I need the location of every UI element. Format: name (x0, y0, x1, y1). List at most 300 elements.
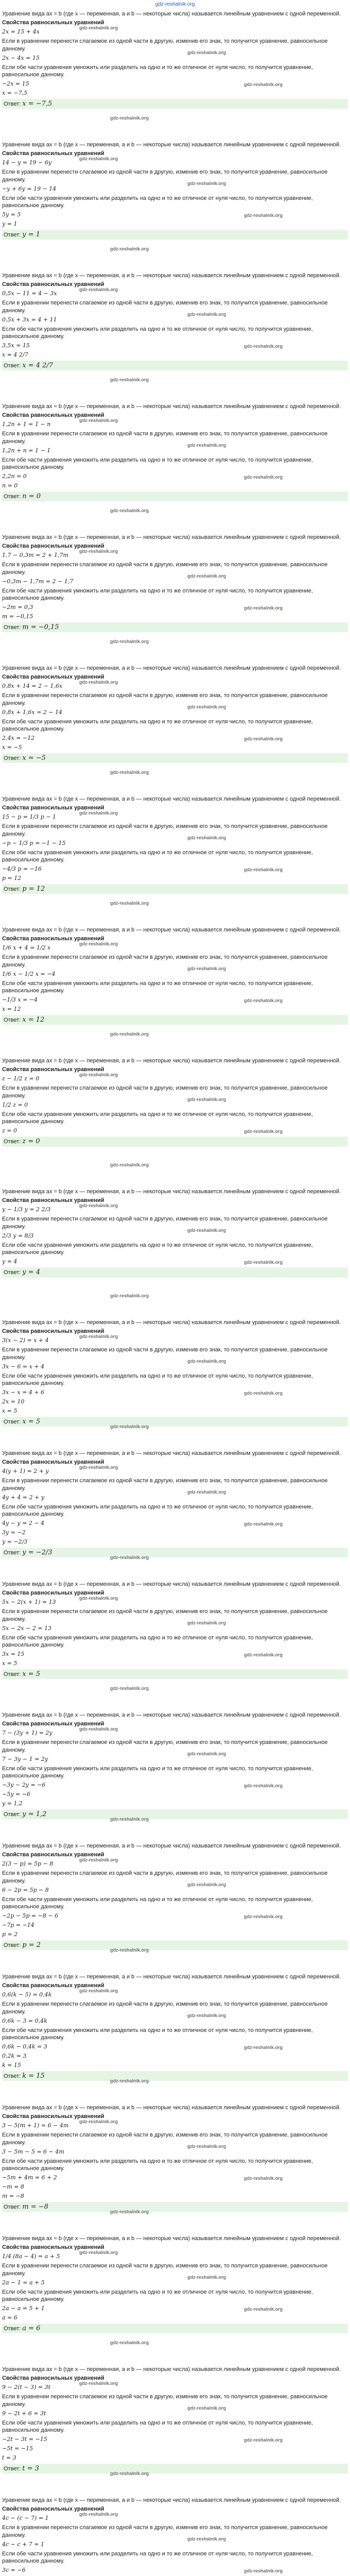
rule-2-text: Если обе части уравнения умножить или разделить на одно и то же отличное от нуля число, то получится уравнение, равносильное данному. (2, 2419, 313, 2434)
rule-2-text: Если обе части уравнения умножить или разделить на одно и то же отличное от нуля число, то получится уравнение, равносильное данному. (2, 1896, 313, 1910)
step-line (2, 971, 348, 978)
equation: 14 − y = 19 − 6y (2, 159, 52, 166)
rule-1-text: Если в уравнении перенести слагаемое из одной части в другую, изменив его знак, то получится уравнение, равносильное данному. (2, 169, 328, 183)
step: y = 1,2 (2, 1800, 23, 1807)
answer-box (2, 884, 348, 894)
watermark: gdz-reshalnik.org (244, 81, 283, 87)
intro-text: Уравнение вида ax = b (где x — переменная, a и b — некоторые числа) называется линейным уравнением с одной переменной. (2, 2235, 341, 2242)
watermark: gdz-reshalnik.org (244, 212, 283, 218)
answer-value: y = 4 (22, 1268, 41, 1277)
answer-box (2, 1267, 348, 1278)
equation-line (2, 290, 348, 298)
solution-block (2, 2234, 348, 2365)
watermark: gdz-reshalnik.org (79, 810, 118, 816)
answer-value: m = −0,15 (22, 623, 59, 631)
watermark: gdz-reshalnik.org (244, 2568, 283, 2573)
step-line (2, 1398, 348, 1406)
watermark: gdz-reshalnik.org (187, 311, 226, 317)
answer-value: x = 12 (22, 1015, 45, 1024)
answer-label: Ответ: (4, 1269, 21, 1276)
watermark: gdz-reshalnik.org (187, 442, 226, 448)
solution-block (2, 1318, 348, 1449)
rule-2-text: Если обе части уравнения умножить или разделить на одно и то же отличное от нуля число, то получится уравнение, равносильное данному. (2, 195, 313, 209)
step: p = 12 (2, 875, 22, 882)
answer-box (2, 2324, 348, 2334)
rule-2-text: Если обе части уравнения умножить или разделить на одно и то же отличное от нуля число, то получится уравнение, равносильное данному. (2, 1242, 313, 1256)
step-line (2, 1782, 348, 1789)
watermark: gdz-reshalnik.org (79, 1595, 118, 1601)
answer-value: m = −8 (22, 2202, 48, 2211)
step-line (2, 473, 348, 481)
answer-label: Ответ: (4, 1418, 21, 1425)
watermark: gdz-reshalnik.org (110, 1031, 149, 1037)
step-line (2, 1912, 348, 1920)
step: −3y − 2y = −6 (2, 1782, 46, 1789)
step-line (2, 875, 348, 883)
step: −7p = −14 (2, 1922, 34, 1929)
step-line (2, 2305, 348, 2313)
watermark: gdz-reshalnik.org (187, 2143, 226, 2149)
rules-title: Свойства равносильных уравнений (2, 1328, 104, 1335)
intro-text: Уравнение вида ax = b (где x — переменная, a и b — некоторые числа) называется линейным уравнением с одной переменной. (2, 1188, 341, 1195)
watermark: gdz-reshalnik.org (110, 507, 149, 513)
watermark: gdz-reshalnik.org (187, 965, 226, 971)
answer-value: y = −2/3 (22, 1548, 52, 1556)
watermark: gdz-reshalnik.org (110, 900, 149, 906)
intro-text: Уравнение вида ax = b (где x — переменная, a и b — некоторые числа) называется линейным уравнением с одной переменной. (2, 665, 341, 671)
watermark: gdz-reshalnik.org (79, 1988, 118, 1993)
equation: z − 1/2 z = 0 (2, 1075, 40, 1082)
answer-box (2, 622, 348, 633)
watermark: gdz-reshalnik.org (79, 1857, 118, 1862)
answer-box (2, 753, 348, 764)
answer-box (2, 1940, 348, 1951)
rule-1-text: Если в уравнении перенести слагаемое из одной части в другую, изменив его знак, то получится уравнение, равносильное данному. (2, 562, 328, 575)
step-line (2, 2314, 348, 2322)
step: 9 − 2t + 6 = 3t (2, 2410, 46, 2417)
step-line (2, 604, 348, 612)
step: −2p − 5p = −8 − 6 (2, 1912, 59, 1920)
answer-label: Ответ: (4, 2325, 21, 2332)
step-line (2, 1800, 348, 1808)
rule-1-text: Если в уравнении перенести слагаемое из одной части в другую, изменив его знак, то получится уравнение, равносильное данному. (2, 954, 328, 968)
step: 3y = −2 (2, 1529, 26, 1536)
rule-2-text: Если обе части уравнения умножить или разделить на одно и то же отличное от нуля число, то получится уравнение, равносильное данному. (2, 2027, 313, 2041)
answer-value: z = 0 (22, 1138, 40, 1146)
intro-text: Уравнение вида ax = b (где x — переменная, a и b — некоторые числа) называется линейным уравнением с одной переменной. (2, 534, 341, 540)
step-line (2, 2148, 348, 2156)
step-line (2, 996, 348, 1004)
step: −5m + 4m = 6 + 2 (2, 2174, 57, 2181)
step-line (2, 211, 348, 219)
step-line (2, 2174, 348, 2182)
step: −5t = −15 (2, 2445, 33, 2452)
intro-text: Уравнение вида ax = b (где x — переменная, a и b — некоторые числа) называется линейным уравнением с одной переменной. (2, 2104, 341, 2111)
rules-title: Свойства равносильных уравнений (2, 2244, 104, 2251)
rules-title: Свойства равносильных уравнений (2, 1590, 104, 1597)
step: t = 3 (2, 2454, 16, 2461)
rule-2-text: Если обе части уравнения умножить или разделить на одно и то же отличное от нуля число, то получится уравнение, равносильное данному. (2, 1372, 313, 1387)
solutions-list (2, 9, 348, 2576)
step: y = 4 (2, 1258, 18, 1265)
rule-2-text: Если обе части уравнения умножить или разделить на одно и то же отличное от нуля число, то получится уравнение, равносильное данному. (2, 587, 313, 602)
step-line (2, 2279, 348, 2287)
answer-value: x = −7,5 (22, 99, 52, 108)
rules-title: Свойства равносильных уравнений (2, 412, 104, 419)
rule-2-text: Если обе части уравнения умножить или разделить на одно и то же отличное от нуля число, то получится уравнение, равносильное данному. (2, 2289, 313, 2303)
solution-block (2, 1972, 348, 2103)
step: 7 − 3y − 1 = 2y (2, 1755, 48, 1762)
equation-line (2, 2253, 348, 2261)
equation: 9 − 2(t − 3) = 3t (2, 2384, 51, 2391)
watermark: gdz-reshalnik.org (110, 638, 149, 644)
watermark: gdz-reshalnik.org (110, 2078, 149, 2083)
answer-value: x = 4 2/7 (22, 361, 54, 369)
step: 3c = −6 (2, 2567, 26, 2574)
intro-text: Уравнение вида ax = b (где x — переменная, a и b — некоторые числа) называется линейным уравнением с одной переменной. (2, 1973, 341, 1980)
rules-title: Свойства равносильных уравнений (2, 936, 104, 942)
watermark: gdz-reshalnik.org (110, 1423, 149, 1429)
answer-box (2, 99, 348, 109)
rules-title: Свойства равносильных уравнений (2, 1459, 104, 1466)
step-line (2, 1625, 348, 1633)
rules-title: Свойства равносильных уравнений (2, 543, 104, 550)
solution-block (2, 2103, 348, 2234)
watermark: gdz-reshalnik.org (79, 2511, 118, 2517)
answer-value: y = 1 (22, 230, 41, 239)
watermark: gdz-reshalnik.org (110, 2340, 149, 2345)
step-line (2, 2541, 348, 2549)
step: 3x − x = 4 + 6 (2, 1389, 45, 1396)
step: −0,3m − 1,7m = 2 − 1,7 (2, 578, 74, 585)
intro-text: Уравнение вида ax = b (где x — переменная, a и b — некоторые числа) называется линейным уравнением с одной переменной. (2, 1711, 341, 1718)
step: 5x − 2x − 2 = 13 (2, 1624, 52, 1632)
step-line (2, 90, 348, 97)
step: p = 2 (2, 1930, 18, 1938)
rules-title: Свойства равносильных уравнений (2, 674, 104, 681)
step: 5y = 5 (2, 211, 21, 218)
step-line (2, 1660, 348, 1668)
step: 1/2 z = 0 (2, 1101, 28, 1108)
watermark: gdz-reshalnik.org (110, 1685, 149, 1691)
equation-line (2, 1206, 348, 1214)
step-line (2, 866, 348, 873)
step-line (2, 482, 348, 490)
rules-title: Свойства равносильных уравнений (2, 1982, 104, 1989)
rule-2-text: Если обе части уравнения умножить или разделить на одно и то же отличное от нуля число, то получится уравнение, равносильное данному. (2, 1634, 313, 1649)
step-line (2, 2043, 348, 2051)
rules-title: Свойства равносильных уравнений (2, 1197, 104, 1204)
answer-box (2, 1015, 348, 1025)
watermark: gdz-reshalnik.org (79, 156, 118, 161)
equation-line (2, 1075, 348, 1083)
answer-box (2, 361, 348, 371)
answer-label: Ответ: (4, 100, 21, 107)
step: 2,4x = −12 (2, 735, 35, 742)
watermark: gdz-reshalnik.org (79, 941, 118, 946)
answer-value: y = 1,2 (22, 1810, 47, 1818)
step-line (2, 1922, 348, 1929)
step: −2t − 3t = −15 (2, 2436, 47, 2443)
watermark: gdz-reshalnik.org (79, 1726, 118, 1732)
equation: 5x − 2(x + 1) = 13 (2, 1599, 56, 1606)
intro-text: Уравнение вида ax = b (где x — переменная, a и b — некоторые числа) называется линейным уравнением с одной переменной. (2, 403, 341, 410)
watermark: gdz-reshalnik.org (79, 2119, 118, 2124)
equation: 3 − 5(m + 1) = 6 − 4m (2, 2122, 69, 2129)
answer-label: Ответ: (4, 886, 21, 892)
step-line (2, 316, 348, 324)
step: 2,2n = 0 (2, 473, 27, 480)
step-line (2, 1408, 348, 1415)
step: −2x = 15 (2, 80, 29, 88)
watermark: gdz-reshalnik.org (244, 867, 283, 872)
watermark: gdz-reshalnik.org (187, 835, 226, 840)
equation-line (2, 1991, 348, 1999)
step: 2/3 y = 8/3 (2, 1232, 34, 1239)
watermark: gdz-reshalnik.org (187, 1489, 226, 1495)
answer-label: Ответ: (4, 755, 21, 761)
step: y = 1 (2, 221, 18, 228)
solution-block (2, 2496, 348, 2576)
equation-line (2, 683, 348, 690)
watermark: gdz-reshalnik.org (110, 1293, 149, 1298)
watermark: gdz-reshalnik.org (187, 2405, 226, 2411)
watermark: gdz-reshalnik.org (244, 2175, 283, 2181)
step-line (2, 2436, 348, 2444)
step: 2x − 4x = 15 (2, 54, 40, 61)
watermark: gdz-reshalnik.org (110, 377, 149, 382)
watermark: gdz-reshalnik.org (79, 1333, 118, 1339)
equation: 0,6(k − 5) = 0,4k (2, 1991, 52, 1998)
intro-text: Уравнение вида ax = b (где x — переменная, a и b — некоторые числа) называется линейным уравнением с одной переменной. (2, 1581, 341, 1587)
step: x = 5 (2, 1407, 18, 1414)
step-line (2, 55, 348, 62)
rule-1-text: Если в уравнении перенести слагаемое из одной части в другую, изменив его знак, то получится уравнение, равносильное данному. (2, 38, 328, 52)
step-line (2, 1232, 348, 1240)
rule-1-text: Если в уравнении перенести слагаемое из одной части в другую, изменив его знак, то получится уравнение, равносильное данному. (2, 2263, 328, 2277)
answer-label: Ответ: (4, 1811, 21, 1818)
watermark: gdz-reshalnik.org (244, 2044, 283, 2050)
rule-1-text: Если в уравнении перенести слагаемое из одной части в другую, изменив его знак, то получится уравнение, равносильное данному. (2, 2132, 328, 2146)
intro-text: Уравнение вида ax = b (где x — переменная, a и b — некоторые числа) называется линейным уравнением с одной переменной. (2, 1450, 341, 1456)
watermark: gdz-reshalnik.org (110, 1816, 149, 1822)
rules-title: Свойства равносильных уравнений (2, 1066, 104, 1073)
step-line (2, 1389, 348, 1397)
step-line (2, 2454, 348, 2462)
step-line (2, 2445, 348, 2453)
answer-label: Ответ: (4, 2204, 21, 2210)
solution-block (2, 1187, 348, 1318)
rule-2-text: Если обе части уравнения умножить или разделить на одно и то же отличное от нуля число, то получится уравнение, равносильное данному. (2, 718, 313, 733)
rules-title: Свойства равносильных уравнений (2, 1852, 104, 1858)
step-line (2, 1494, 348, 1502)
step-line (2, 744, 348, 752)
answer-label: Ответ: (4, 231, 21, 238)
intro-text: Уравнение вида ax = b (где x — переменная, a и b — некоторые числа) называется линейным уравнением с одной переменной. (2, 1057, 341, 1064)
answer-label: Ответ: (4, 2465, 21, 2472)
answer-box (2, 2071, 348, 2081)
watermark: gdz-reshalnik.org (187, 2536, 226, 2541)
rule-2-text: Если обе части уравнения умножить или разделить на одно и то же отличное от нуля число, то получится уравнение, равносильное данному. (2, 1111, 313, 1125)
equation-line (2, 28, 348, 36)
answer-label: Ответ: (4, 493, 21, 500)
equation: 1,2n + 1 = 1 − n (2, 421, 51, 428)
watermark: gdz-reshalnik.org (187, 1751, 226, 1756)
solution-block (2, 140, 348, 271)
watermark: gdz-reshalnik.org (110, 1947, 149, 1953)
watermark: gdz-reshalnik.org (187, 49, 226, 55)
solution-block (2, 794, 348, 925)
equation-line (2, 1599, 348, 1606)
watermark: gdz-reshalnik.org (244, 2306, 283, 2312)
rules-title: Свойства равносильных уравнений (2, 805, 104, 811)
solution-block (2, 925, 348, 1056)
step-line (2, 221, 348, 228)
step: 4y + 4 = 2 + y (2, 1494, 45, 1501)
step: −4/3 p = −16 (2, 866, 42, 873)
answer-value: n = 0 (22, 492, 41, 500)
equation-line (2, 2384, 348, 2392)
step: a = 6 (2, 2314, 18, 2321)
step: 0,6k − 3 = 0,4k (2, 2017, 47, 2024)
watermark: gdz-reshalnik.org (110, 769, 149, 775)
equation-line (2, 552, 348, 560)
step: −p − 1/3 p = −1 − 15 (2, 839, 66, 846)
equation-line (2, 159, 348, 167)
step: 0,8x + 1,6x = 2 − 14 (2, 708, 63, 716)
watermark: gdz-reshalnik.org (244, 1521, 283, 1527)
step-line (2, 1363, 348, 1371)
intro-text: Уравнение вида ax = b (где x — переменная, a и b — некоторые числа) называется линейным уравнением с одной переменной. (2, 2497, 341, 2503)
answer-value: x = −5 (22, 754, 46, 762)
step-line (2, 2410, 348, 2418)
step: x = −7,5 (2, 90, 28, 97)
rule-1-text: Если в уравнении перенести слагаемое из одной части в другую, изменив его знак, то получится уравнение, равносильное данному. (2, 1739, 328, 1753)
step: 0,5x + 3x = 4 + 11 (2, 316, 57, 323)
step-line (2, 1529, 348, 1537)
solution-block (2, 1449, 348, 1580)
watermark: gdz-reshalnik.org (187, 1358, 226, 1364)
step-line (2, 447, 348, 455)
rule-1-text: Если в уравнении перенести слагаемое из одной части в другую, изменив его знак, то получится уравнение, равносильное данному. (2, 692, 328, 706)
step-line (2, 1258, 348, 1266)
equation: 1,7 − 0,3m = 2 + 1,7m (2, 552, 68, 559)
step-line (2, 1651, 348, 1658)
solution-block (2, 1841, 348, 1972)
watermark: gdz-reshalnik.org (187, 2012, 226, 2018)
rule-2-text: Если обе части уравнения умножить или разделить на одно и то же отличное от нуля число, то получится уравнение, равносильное данному. (2, 1765, 313, 1780)
watermark: gdz-reshalnik.org (79, 25, 118, 30)
step-line (2, 1101, 348, 1109)
watermark: gdz-reshalnik.org (187, 180, 226, 186)
watermark: gdz-reshalnik.org (110, 2209, 149, 2214)
step: 4y − y = 2 − 4 (2, 1520, 45, 1527)
site-header[interactable]: gdz-reshalnik.org (155, 2, 195, 7)
rule-1-text: Если в уравнении перенести слагаемое из одной части в другую, изменив его знак, то получится уравнение, равносильное данному. (2, 431, 328, 445)
solution-block (2, 1580, 348, 1710)
step: 3x = 15 (2, 1651, 25, 1658)
step: z = 0 (2, 1127, 18, 1134)
watermark: gdz-reshalnik.org (79, 1464, 118, 1470)
rule-1-text: Если в уравнении перенести слагаемое из одной части в другую, изменив его знак, то получится уравнение, равносильное данному. (2, 300, 328, 314)
watermark: gdz-reshalnik.org (244, 1783, 283, 1788)
solution-block (2, 271, 348, 402)
watermark: gdz-reshalnik.org (187, 1227, 226, 1233)
step: x = −5 (2, 744, 22, 751)
step-line (2, 840, 348, 848)
step-line (2, 1791, 348, 1799)
rules-title: Свойства равносильных уравнений (2, 2113, 104, 2120)
answer-value: t = 3 (22, 2464, 39, 2472)
solution-block (2, 533, 348, 664)
equation: 1/6 x + 4 = 1/2 x (2, 944, 51, 952)
watermark: gdz-reshalnik.org (110, 246, 149, 251)
watermark: gdz-reshalnik.org (244, 605, 283, 611)
answer-box (2, 230, 348, 240)
rule-2-text: Если обе части уравнения умножить или разделить на одно и то же отличное от нуля число, то получится уравнение, равносильное данному. (2, 2158, 313, 2172)
solution-block (2, 664, 348, 794)
step-line (2, 1520, 348, 1528)
step: −y + 6y = 19 − 14 (2, 185, 57, 192)
answer-value: x = 5 (22, 1417, 40, 1426)
watermark: gdz-reshalnik.org (244, 1913, 283, 1919)
intro-text: Уравнение вида ax = b (где x — переменная, a и b — некоторые числа) называется линейным уравнением с одной переменной. (2, 141, 341, 148)
solution-block (2, 1056, 348, 1187)
step-line (2, 709, 348, 717)
equation-line (2, 421, 348, 429)
step: 3 − 5m − 5 = 6 − 4m (2, 2148, 64, 2155)
watermark: gdz-reshalnik.org (79, 2249, 118, 2255)
step-line (2, 613, 348, 621)
intro-text: Уравнение вида ax = b (где x — переменная, a и b — некоторые числа) называется линейным уравнением с одной переменной. (2, 795, 341, 802)
step: m = −8 (2, 2192, 24, 2199)
step: x = 5 (2, 1660, 18, 1667)
step-line (2, 80, 348, 88)
step: 0,2k = 3 (2, 2053, 27, 2060)
rule-2-text: Если обе части уравнения умножить или разделить на одно и то же отличное от нуля число, то получится уравнение, равносильное данному. (2, 2550, 313, 2565)
step: 2a − a = 5 + 1 (2, 2305, 45, 2312)
answer-label: Ответ: (4, 1549, 21, 1556)
rules-title: Свойства равносильных уравнений (2, 150, 104, 157)
watermark: gdz-reshalnik.org (244, 1259, 283, 1265)
watermark: gdz-reshalnik.org (244, 343, 283, 349)
rules-title: Свойства равносильных уравнений (2, 281, 104, 288)
answer-value: k = 15 (22, 2072, 45, 2080)
step-line (2, 578, 348, 586)
answer-label: Ответ: (4, 2073, 21, 2079)
answer-box (2, 1137, 348, 1147)
intro-text: Уравнение вида ax = b (где x — переменная, a и b — некоторые числа) называется линейным уравнением с одной переменной. (2, 10, 341, 17)
rule-2-text: Если обе части уравнения умножить или разделить на одно и то же отличное от нуля число, то получится уравнение, равносильное данному. (2, 849, 313, 863)
answer-label: Ответ: (4, 362, 21, 369)
step-line (2, 1931, 348, 1939)
watermark: gdz-reshalnik.org (79, 1072, 118, 1077)
intro-text: Уравнение вида ax = b (где x — переменная, a и b — некоторые числа) называется линейным уравнением с одной переменной. (2, 926, 341, 933)
rule-2-text: Если обе части уравнения умножить или разделить на одно и то же отличное от нуля число, то получится уравнение, равносильное данному. (2, 326, 313, 340)
step: n = 0 (2, 482, 18, 489)
step: 3x − 6 = x + 4 (2, 1363, 45, 1370)
watermark: gdz-reshalnik.org (244, 997, 283, 1003)
rules-title: Свойства равносильных уравнений (2, 20, 104, 26)
step-line (2, 2053, 348, 2060)
intro-text: Уравнение вида ax = b (где x — переменная, a и b — некоторые числа) называется линейным уравнением с одной переменной. (2, 2366, 341, 2372)
watermark: gdz-reshalnik.org (79, 2380, 118, 2386)
step: 1/6 x − 1/2 x = −4 (2, 970, 56, 977)
watermark: gdz-reshalnik.org (244, 1128, 283, 1134)
intro-text: Уравнение вида ax = b (где x — переменная, a и b — некоторые числа) называется линейным уравнением с одной переменной. (2, 1842, 341, 1849)
equation-line (2, 1730, 348, 1737)
step-line (2, 735, 348, 742)
